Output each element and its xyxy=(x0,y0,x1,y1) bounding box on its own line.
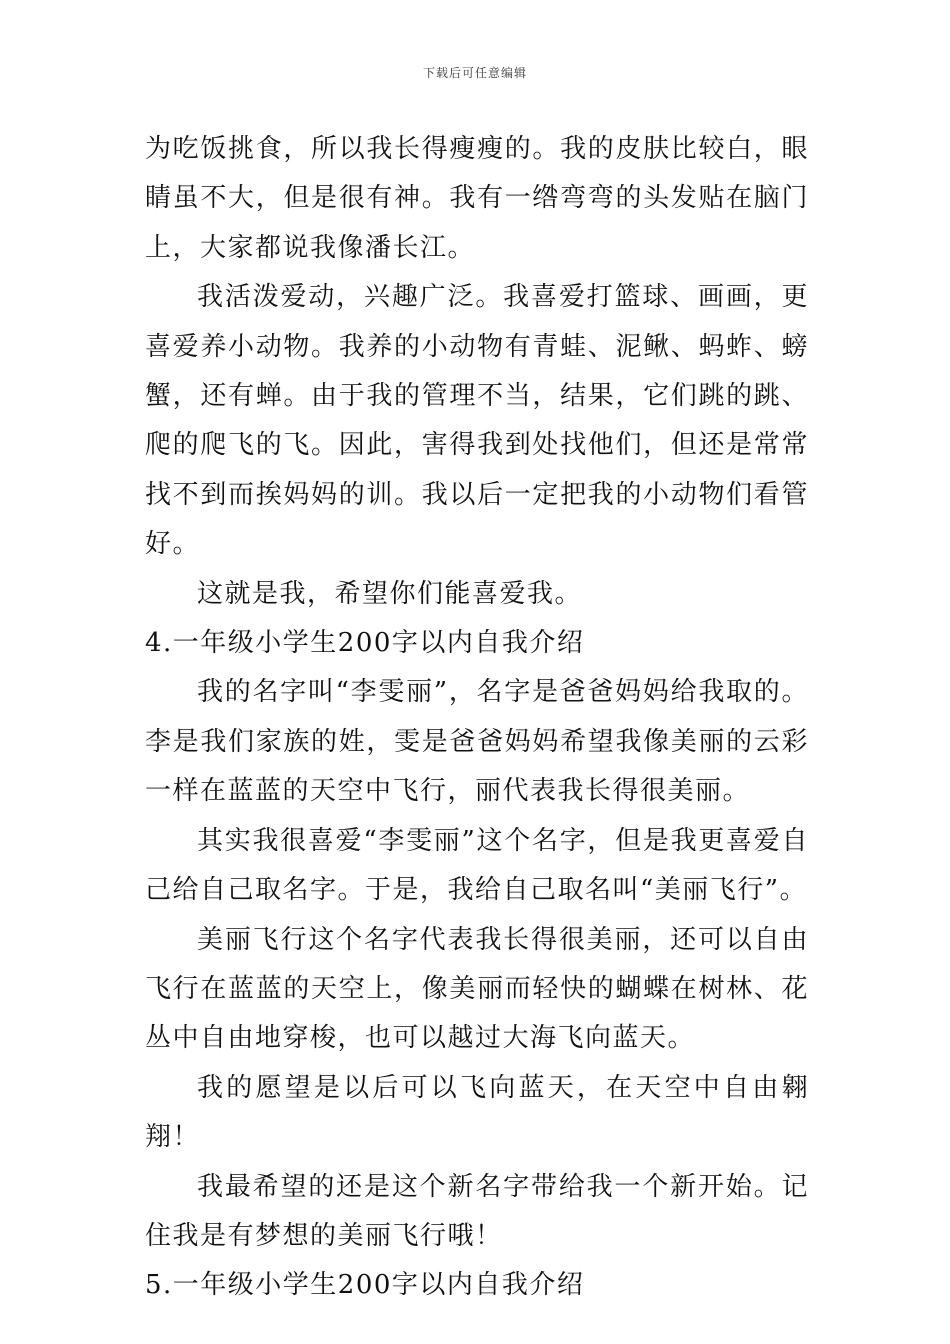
paragraph: 这就是我，希望你们能喜爱我。 xyxy=(197,578,583,609)
paragraph: 我最希望的还是这个新名字带给我一个新开始。记住我是有梦想的美丽飞行哦！ xyxy=(145,1171,809,1251)
document-body xyxy=(145,125,809,1311)
paragraph-continued: 为吃饭挑食，所以我长得瘦瘦的。我的皮肤比较白，眼睛虽不大，但是很有神。我有一绺弯弯的头发贴在脑门上，大家都说我像潘长江。 xyxy=(145,134,809,263)
paragraph: 其实我很喜爱“李雯丽”这个名字，但是我更喜爱自己给自己取名字。于是，我给自己取名叫“美丽飞行”。 xyxy=(145,825,809,906)
page-header: 下载后可任意编辑 xyxy=(422,66,527,80)
paragraph: 我活泼爱动，兴趣广泛。我喜爱打篮球、画画，更喜爱养小动物。我养的小动物有青蛙、泥鳅、蚂蚱、螃蟹，还有蝉。由于我的管理不当，结果，它们跳的跳、爬的爬飞的飞。因此，害得我到处找他们，但还是常常找不到而挨妈妈的训。我以后一定把我的小动物们看管好。 xyxy=(145,282,809,560)
paragraph: 我的名字叫“李雯丽”，名字是爸爸妈妈给我取的。李是我们家族的姓，雯是爸爸妈妈希望我像美丽的云彩一样在蓝蓝的天空中飞行，丽代表我长得很美丽。 xyxy=(145,677,809,807)
section-heading: 4.一年级小学生200字以内自我介绍 xyxy=(145,628,585,659)
section-heading: 5.一年级小学生200字以内自我介绍 xyxy=(145,1270,585,1301)
paragraph: 我的愿望是以后可以飞向蓝天，在天空中自由翱翔！ xyxy=(145,1072,809,1153)
paragraph: 美丽飞行这个名字代表我长得很美丽，还可以自由飞行在蓝蓝的天空上，像美丽而轻快的蝴蝶在树林、花丛中自由地穿梭，也可以越过大海飞向蓝天。 xyxy=(145,924,809,1054)
